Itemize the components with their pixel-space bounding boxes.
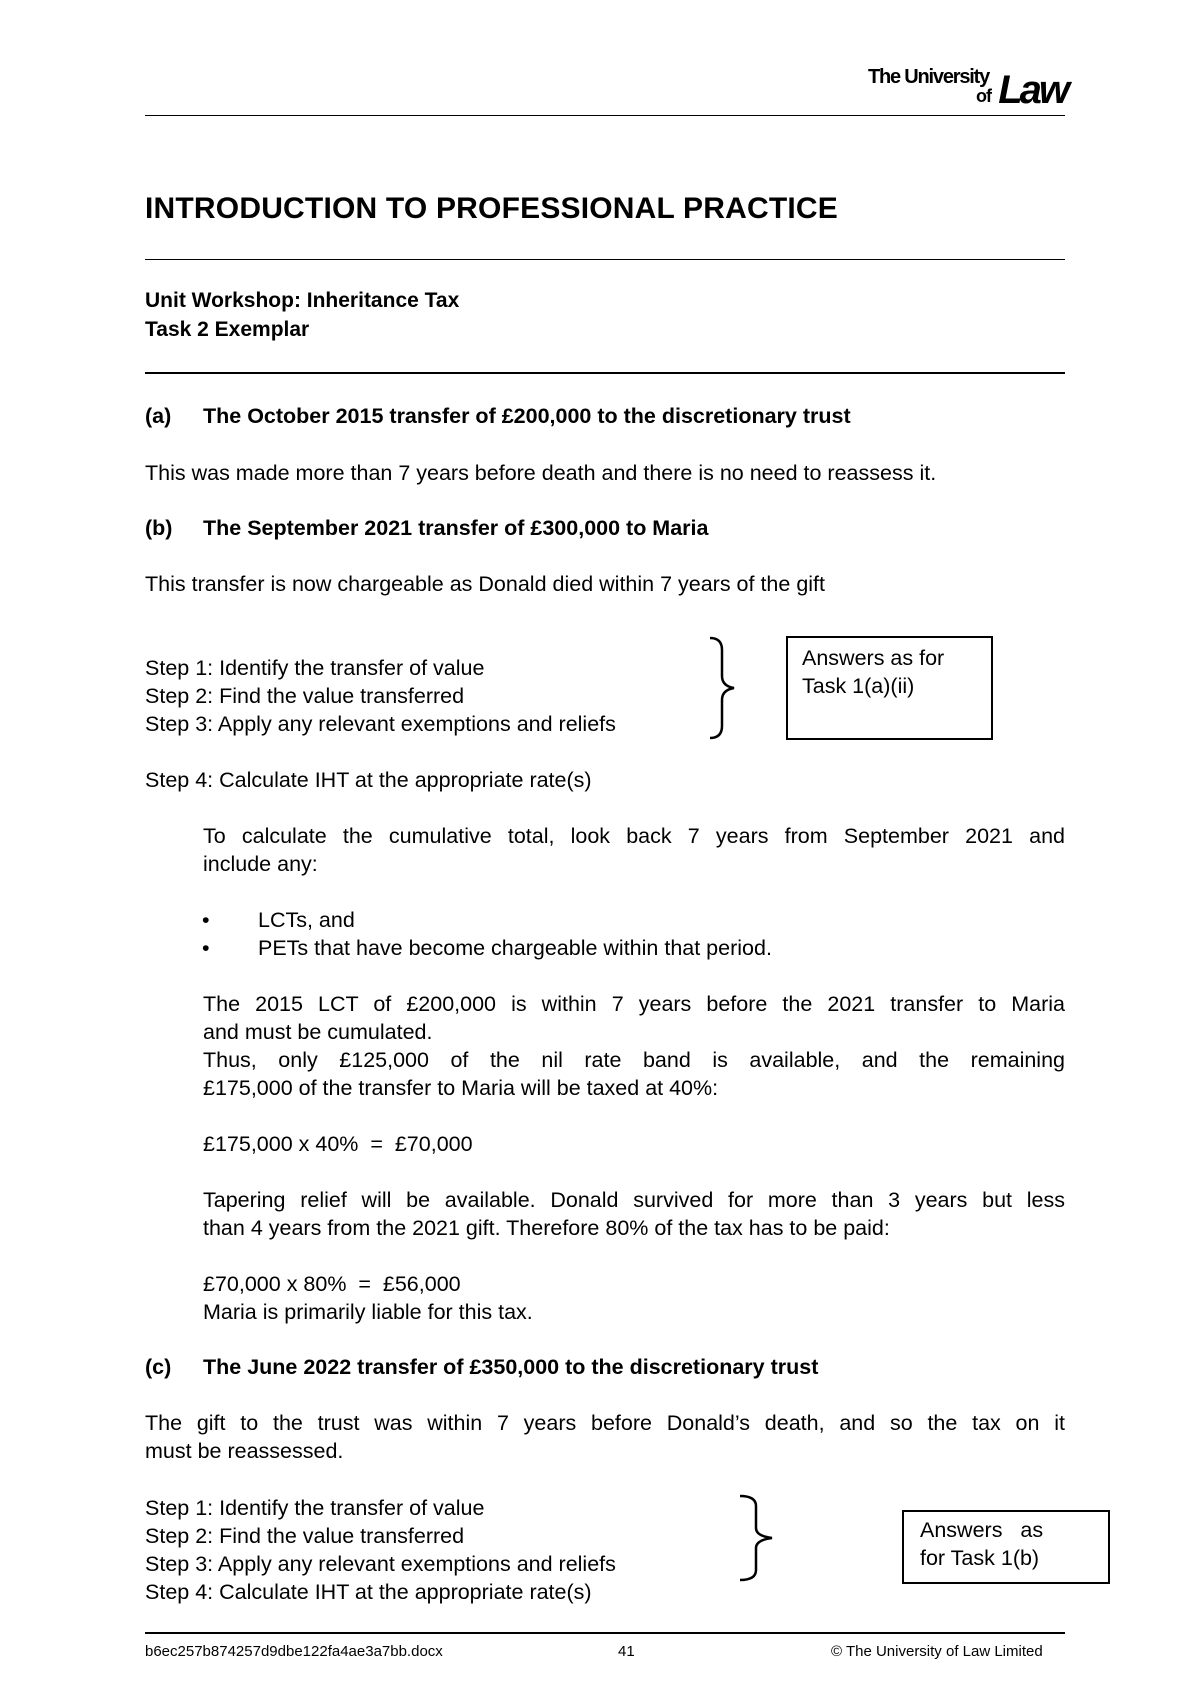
section-a-heading: The October 2015 transfer of £200,000 to the discretionary trust (203, 404, 851, 428)
footer-copyright: © The University of Law Limited (831, 1643, 1043, 1660)
section-c-brace-icon (736, 1494, 782, 1582)
lct-line-1: The 2015 LCT of £200,000 is within 7 years before the 2021 transfer to Maria (203, 992, 1065, 1016)
footer-filename: b6ec257b874257d9dbe122fa4ae3a7bb.docx (145, 1643, 443, 1660)
page-title: INTRODUCTION TO PROFESSIONAL PRACTICE (145, 192, 838, 225)
section-c-step-4: Step 4: Calculate IHT at the appropriate rate(s) (145, 1580, 592, 1604)
section-c-box-line-2: for Task 1(b) (920, 1546, 1040, 1570)
thus-line-2: £175,000 of the transfer to Maria will be taxed at 40%: (203, 1076, 719, 1100)
section-c-box-line-1: Answers as (920, 1518, 1044, 1542)
liability-text: Maria is primarily liable for this tax. (203, 1300, 533, 1324)
cumulative-line-2: include any: (203, 852, 318, 876)
section-c-answer-box (902, 1510, 1110, 1584)
subtitle-rule (145, 372, 1065, 374)
footer-page-number: 41 (618, 1643, 635, 1660)
logo-line-1: The University (867, 66, 989, 88)
section-c-label: (c) (145, 1355, 172, 1379)
taper-line-2: than 4 years from the 2021 gift. Therefore 80% of the tax has to be paid: (203, 1216, 890, 1240)
section-b-label: (b) (145, 516, 173, 540)
header-rule (145, 115, 1065, 116)
section-b-box-line-1: Answers as for (802, 646, 945, 670)
section-b-heading: The September 2021 transfer of £300,000 to Maria (203, 516, 709, 540)
section-a-label: (a) (145, 404, 172, 428)
university-logo (862, 64, 1067, 112)
bullet-2-text: PETs that have become chargeable within that period. (258, 936, 772, 960)
taper-line-1: Tapering relief will be available. Donald survived for more than 3 years but less (203, 1188, 1065, 1212)
bullet-1-icon: • (202, 908, 210, 932)
title-rule (145, 259, 1065, 260)
logo-line-3: Law (998, 68, 1067, 112)
calculation-2: £70,000 x 80% = £56,000 (203, 1272, 461, 1296)
section-b-answer-box (786, 636, 993, 740)
thus-line-1: Thus, only £125,000 of the nil rate band is available, and the remaining (203, 1048, 1065, 1072)
section-c-text-line-1: The gift to the trust was within 7 years before Donald’s death, and so the tax on it (145, 1411, 1065, 1435)
section-b-step-4: Step 4: Calculate IHT at the appropriate rate(s) (145, 768, 592, 792)
section-c-step-3: Step 3: Apply any relevant exemptions and reliefs (145, 1552, 616, 1576)
section-b-brace-icon (706, 636, 746, 740)
section-b-intro: This transfer is now chargeable as Donald died within 7 years of the gift (145, 572, 826, 596)
logo-line-2: of (976, 86, 991, 106)
section-a-text: This was made more than 7 years before death and there is no need to reassess it. (145, 461, 937, 485)
cumulative-line-1: To calculate the cumulative total, look back 7 years from September 2021 and (203, 824, 1065, 848)
section-c-text-line-2: must be reassessed. (145, 1439, 344, 1463)
section-b-step-1: Step 1: Identify the transfer of value (145, 656, 485, 680)
section-c-heading: The June 2022 transfer of £350,000 to the discretionary trust (203, 1355, 819, 1379)
subtitle-line-1: Unit Workshop: Inheritance Tax (145, 289, 460, 312)
bullet-2-icon: • (202, 936, 210, 960)
calculation-1: £175,000 x 40% = £70,000 (203, 1132, 473, 1156)
bullet-1-text: LCTs, and (258, 908, 355, 932)
section-c-step-2: Step 2: Find the value transferred (145, 1524, 465, 1548)
section-b-step-2: Step 2: Find the value transferred (145, 684, 465, 708)
footer-rule (145, 1632, 1065, 1634)
subtitle-line-2: Task 2 Exemplar (145, 318, 310, 341)
section-b-box-line-2: Task 1(a)(ii) (802, 674, 915, 698)
section-b-step-3: Step 3: Apply any relevant exemptions and reliefs (145, 712, 616, 736)
lct-line-2: and must be cumulated. (203, 1020, 433, 1044)
section-c-step-1: Step 1: Identify the transfer of value (145, 1496, 485, 1520)
